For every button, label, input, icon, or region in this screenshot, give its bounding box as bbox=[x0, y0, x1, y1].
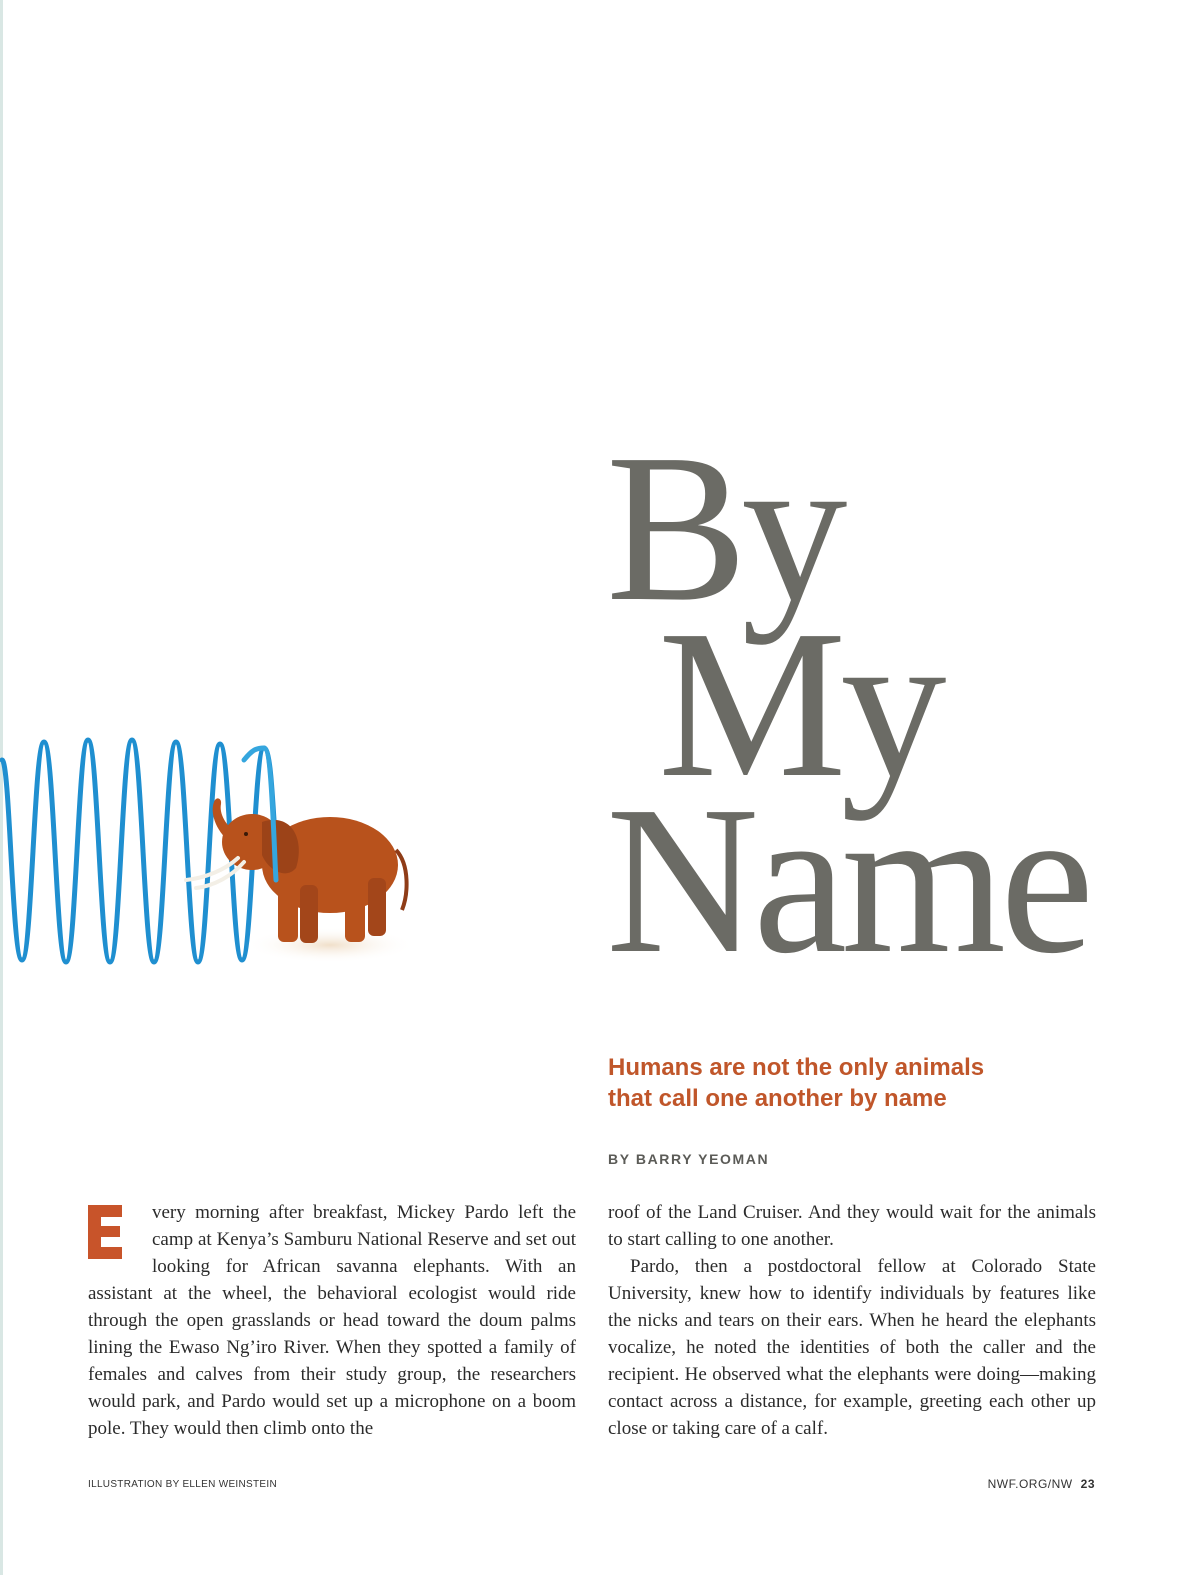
title-line: My bbox=[658, 586, 941, 821]
page-footer bbox=[988, 1477, 1095, 1491]
byline: BY BARRY YEOMAN bbox=[608, 1151, 770, 1167]
body-column-left bbox=[88, 1199, 576, 1442]
body-paragraph: roof of the Land Cruiser. And they would wait for the animals to start calling to one another. bbox=[608, 1202, 1096, 1250]
title-line: Name bbox=[606, 762, 1089, 997]
elephant bbox=[186, 798, 407, 943]
subtitle-line: that call one another by name bbox=[608, 1085, 947, 1112]
body-column-right bbox=[608, 1199, 1096, 1442]
page-number: 23 bbox=[1080, 1477, 1095, 1491]
drop-cap bbox=[88, 1205, 146, 1273]
drop-cap-letter bbox=[88, 1199, 128, 1259]
subtitle-line: Humans are not the only animals bbox=[608, 1054, 985, 1081]
title-line: By bbox=[606, 410, 842, 645]
elephant-with-sound-wave-icon bbox=[0, 730, 430, 1000]
article-subtitle bbox=[608, 1052, 1128, 1114]
site-url: NWF.ORG/NW bbox=[987, 1477, 1073, 1491]
body-paragraph: Pardo, then a postdoctoral fellow at Colorado State University, knew how to identify individuals by features like the nicks and tears on their ears. When he heard the elephants vocalize, he noted the identities of both the caller and the recipient. He observed what the elephants were doing—making contact across a distance, for example, greeting each other up close or taking care of a calf. bbox=[608, 1256, 1096, 1439]
illustration-credit: ILLUSTRATION BY ELLEN WEINSTEIN bbox=[88, 1479, 277, 1490]
article-title bbox=[606, 410, 1166, 997]
body-paragraph: very morning after breakfast, Mickey Pardo left the camp at Kenya’s Samburu National Reserve and set out looking for African savanna elephants. With an assistant at the wheel, the behavioral ecologist would ride through the open grasslands or head toward the doum palms lining the Ewaso Ng’iro River. When they spotted a family of females and calves from their study group, the researchers would park, and Pardo would set up a microphone on a boom pole. They would then climb onto the bbox=[88, 1202, 576, 1439]
